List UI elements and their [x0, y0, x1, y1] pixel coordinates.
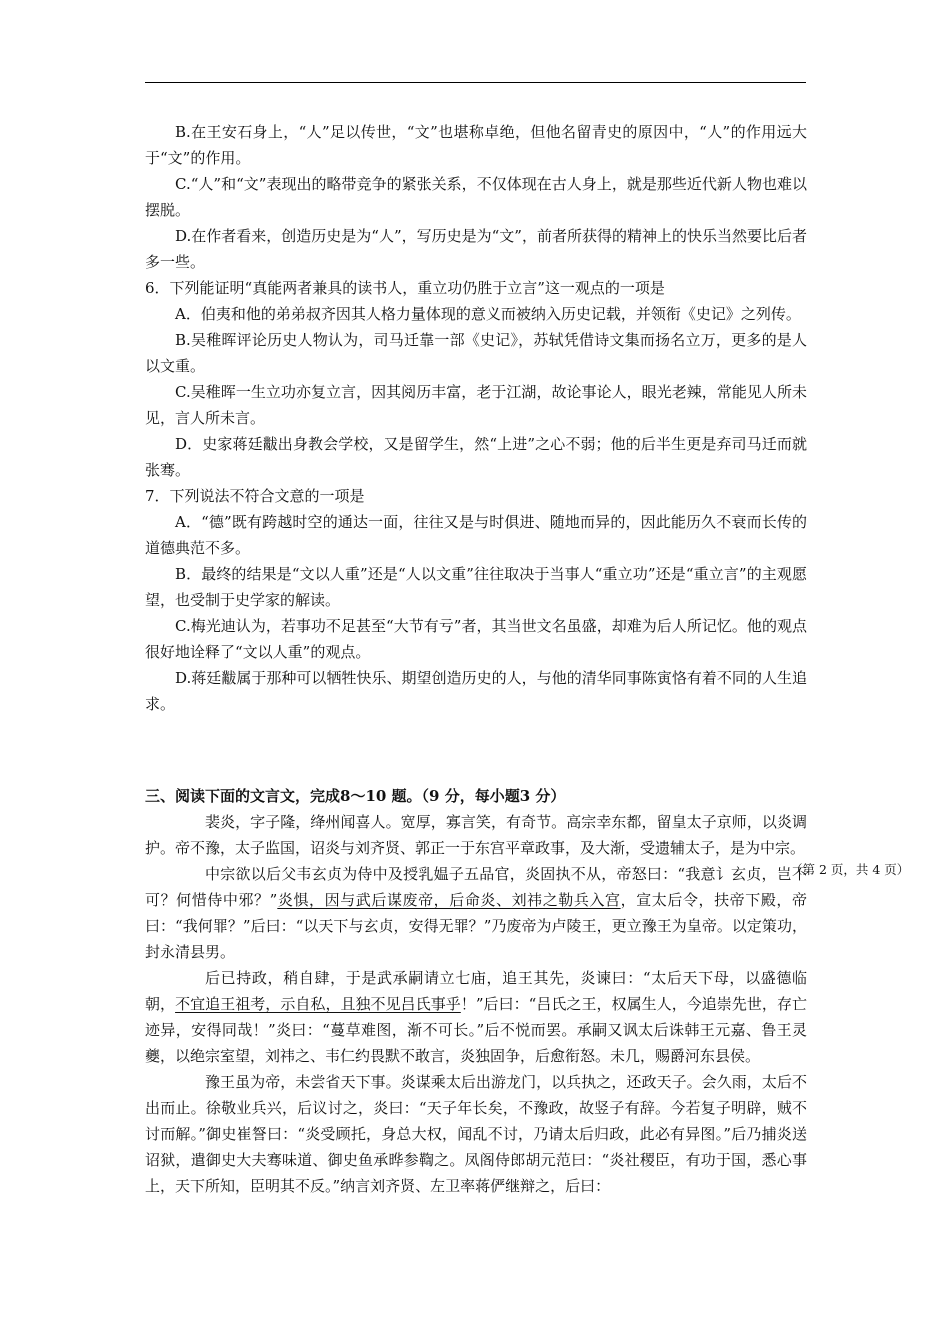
q5-option-d: D.在作者看来，创造历史是为“人”，写历史是为“文”，前者所获得的精神上的快乐当然要比后者多一些。: [145, 227, 807, 271]
q7-option-d: D.蒋廷黻属于那种可以牺牲快乐、期望创造历史的人，与他的清华同事陈寅恪有着不同的人生追求。: [145, 669, 807, 713]
q6-stem: 6．下列能证明“真能两者兼具的读书人，重立功仍胜于立言”这一观点的一项是: [145, 279, 665, 297]
q6-option-d: D．史家蒋廷黻出身教会学校，又是留学生，然“上进”之心不弱；他的后半生更是弃司马迁而就张骞。: [145, 435, 807, 479]
header-rule: [145, 82, 806, 83]
passage-text: 后已持政，稍自肆，于是武承嗣请立七庙，追王其先，炎谏曰：“太后天下母，以盛德临朝，: [145, 969, 807, 1013]
passage-paragraph-2: [145, 861, 807, 965]
passage-paragraph-4: 豫王虽为帝，未尝省天下事。炎谋乘太后出游龙门，以兵执之，还政天子。会久雨，太后不出而止。徐敬业兵兴，后议讨之，炎曰：“天子年长矣，不豫政，故竖子有辞。今若复子明辟，贼不讨而解。”御史崔詧曰：“炎受顾托，身总大权，闻乱不讨，乃请太后归政，此必有异图。”后乃捕炎送诏狱，遣御史大夫骞味道、御史鱼承晔参鞫之。凤阁侍郎胡元范曰：“炎社稷臣，有功于国，悉心事上，天下所知，臣明其不反。”纳言刘齐贤、左卫率蒋俨继辩之，后曰：: [145, 1073, 807, 1195]
q7-option-c: C.梅光迪认为，若事功不足甚至“大节有亏”者，其当世文名虽盛，却难为后人所记忆。他的观点很好地诠释了“文以人重”的观点。: [145, 617, 807, 661]
passage-paragraph-3: [145, 965, 807, 1069]
q5-option-c: C.“人”和“文”表现出的略带竞争的紧张关系，不仅体现在古人身上，就是那些近代新人物也难以摆脱。: [145, 175, 807, 219]
underlined-sentence: 炎惧，因与武后谋废帝，后命炎、刘祎之勒兵入宫: [277, 891, 621, 909]
q6-option-c: C.吴稚晖一生立功亦复立言，因其阅历丰富，老于江湖，故论事论人，眼光老辣，常能见人所未见，言人所未言。: [145, 383, 807, 427]
q5-option-b: B.在王安石身上，“人”足以传世，“文”也堪称卓绝，但他名留青史的原因中，“人”的作用远大于“文”的作用。: [145, 123, 807, 167]
passage-paragraph-1: 裴炎，字子隆，绛州闻喜人。宽厚，寡言笑，有奇节。高宗幸东都，留皇太子京师，以炎调护。帝不豫，太子监国，诏炎与刘齐贤、郭正一于东宫平章政事，及大渐，受遗辅太子，是为中宗。: [145, 813, 807, 857]
q7-option-b: B．最终的结果是“文以人重”还是“人以文重”往往取决于当事人“重立功”还是“重立言”的主观愿望，也受制于史学家的解读。: [145, 565, 807, 609]
passage-text: 中宗欲以后父韦玄贞为侍中及授乳媪子五品官，炎固执不从，帝怒曰：“我意讠玄贞，岂不可？何惜侍中邪？”: [145, 865, 807, 909]
passage-text: ！”后曰：“吕氏之王，权属生人，今追崇先世，存亡迹异，安得同哉！”炎曰：“蔓草难图，渐不可长。”后不悦而罢。承嗣又讽太后诛韩王元嘉、鲁王灵夔，以绝宗室望，刘祎之、韦仁约畏默不敢言，炎独固争，后愈衔怒。未几，赐爵河东县侯。: [145, 995, 807, 1065]
document-body: [145, 119, 807, 1199]
q6-option-a: A．伯夷和他的弟弟叔齐因其人格力量体现的意义而被纳入历史记载，并领衔《史记》之列传。: [175, 305, 801, 323]
underlined-sentence: 不宜追王祖考，示自私，且独不见吕氏事乎: [175, 995, 461, 1013]
q6-option-b: B.吴稚晖评论历史人物认为，司马迁靠一部《史记》，苏轼凭借诗文集而扬名立万，更多的是人以文重。: [145, 331, 807, 375]
page-number: （第 2 页，共 4 页）: [790, 862, 910, 877]
q7-stem: 7．下列说法不符合文意的一项是: [145, 487, 365, 505]
passage-text: ，宣太后令，扶帝下殿，帝曰：“我何罪？”后曰：“以天下与玄贞，安得无罪？”乃废帝为卢陵王，更立豫王为皇帝。以定策功，封永清县男。: [145, 891, 807, 961]
q7-option-a: A．“德”既有跨越时空的通达一面，往往又是与时俱进、随地而异的，因此能历久不衰而长传的道德典范不多。: [145, 513, 807, 557]
section-heading: 三、阅读下面的文言文，完成8～10 题。（9 分，每小题3 分）: [145, 787, 566, 805]
